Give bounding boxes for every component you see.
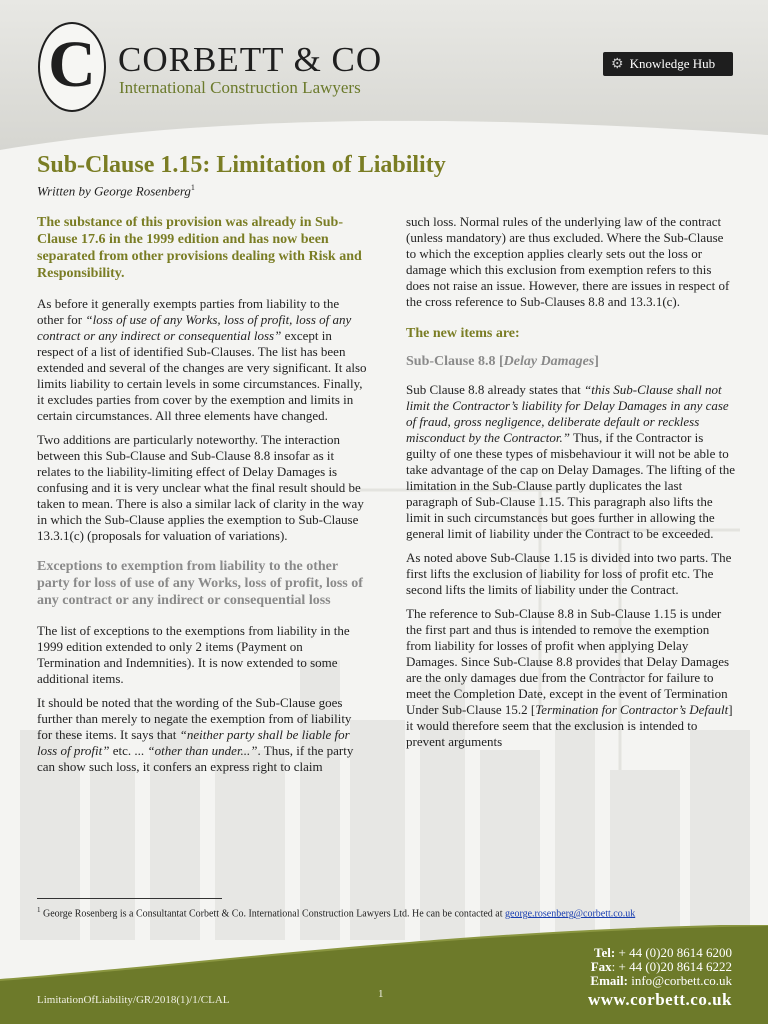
knowledge-hub-label: Knowledge Hub	[629, 56, 716, 71]
section-heading-new-items: The new items are:	[406, 326, 520, 341]
paragraph: Sub Clause 8.8 already states that “this Sub-Clause shall not limit the Contractor’s liability for Delay Damages in any case of fraud, gross negligence, deliberate default or reckless misconduct by the Contractor.” Thus, if the Contractor is guilty of one these types of misbehaviour it will not be able to take advantage of the cap on Delay Damages. The lifting of the limitation in the Sub-Clause partly duplicates the last paragraph of Sub-Clause 1.15. This paragraph also lifts the limit in such circumstances but goes further in allowing the general limit of liability under the Contract to be exceeded.	[406, 382, 735, 541]
paragraph: As noted above Sub-Clause 1.15 is divided into two parts. The first lifts the exclusion of liability for loss of profit etc. The second lifts the limits of liability under the Contract.	[406, 550, 732, 597]
footnote-text: George Rosenberg is a Consultantat Corbett & Co. International Construction Lawyers Ltd. He can be contacted at	[40, 908, 506, 920]
footnote	[37, 906, 737, 919]
fax-number: : + 44 (0)20 8614 6222	[611, 959, 732, 974]
footnote-divider	[37, 898, 222, 899]
gear-icon: ⚙	[611, 56, 624, 72]
email-label: Email:	[590, 973, 628, 988]
footnote-email-link[interactable]: george.rosenberg@corbett.co.uk	[505, 908, 636, 920]
lead-paragraph: The substance of this provision was already in Sub-Clause 17.6 in the 1999 edition and has now been separated from other provisions dealing with Risk and Responsibility.	[37, 215, 362, 281]
knowledge-hub-badge[interactable]	[603, 52, 733, 76]
page-number: 1	[378, 988, 384, 1000]
footnote-ref[interactable]: 1	[190, 183, 195, 192]
tel-number[interactable]: + 44 (0)20 8614 6200	[615, 945, 732, 960]
paragraph: The reference to Sub-Clause 8.8 in Sub-Clause 1.15 is under the first part and thus is intended to remove the exemption from liability for losses of profit when applying Delay Damages. Since Sub-Clause 8.8 provides that Delay Damages are the only damages due from the Contractor for failure to meet the Completion Date, except in the event of Termination Under Sub-Clause 15.2 [Termination for Contractor’s Default] it would therefore seem that the exclusion is intended to prevent arguments	[406, 606, 733, 749]
article-title: Sub-Clause 1.15: Limitation of Liability	[37, 152, 446, 178]
logo-letter: C	[48, 28, 96, 101]
website-link[interactable]: www.corbett.co.uk	[587, 990, 732, 1009]
paragraph: It should be noted that the wording of the Sub-Clause goes further than merely to negate the exemption from of liability for these items. It says that “neither party shall be liable for loss of profit” etc. ... “other than under...”. Thus, if the party can show such loss, it confers an express right to claim	[37, 695, 354, 774]
paragraph: As before it generally exempts parties from liability to the other for “loss of use of any Works, loss of profit, loss of any contract or any indirect or consequential loss” except in respect of a list of identified Sub-Clauses. The list has been extended and several of the changes are very significant. It also limits liability to certain levels in some circumstances. Finally, it excludes parties from cover by the exemption and limits in certain circumstances. All three elements have changed.	[37, 296, 367, 423]
company-logo[interactable]	[38, 22, 106, 112]
brand-subtitle: International Construction Lawyers	[119, 78, 361, 97]
section-heading-clause: Sub-Clause 8.8 [Delay Damages]	[406, 354, 599, 369]
section-heading: Exceptions to exemption from liability to the other party for loss of use of any Works, loss of profit, loss of any contract or any indirect or consequential loss	[37, 559, 363, 608]
footer-contact	[590, 946, 732, 988]
contact-email-link[interactable]: info@corbett.co.uk	[627, 973, 732, 988]
paragraph: Two additions are particularly noteworthy. The interaction between this Sub-Clause and Sub-Clause 8.8 insofar as it relates to the liability-limiting effect of Delay Damages is confusing and it is very unclear what the final result should be taken to mean. There is also a similar lack of clarity in the way in which the Sub-Clause applies the exemption to Sub-Clause 13.3.1(c) (proposals for valuation of variations).	[37, 432, 364, 543]
fax-label: Fax	[590, 959, 612, 974]
article-byline	[37, 183, 195, 199]
brand-name: CORBETT & CO	[118, 40, 383, 79]
paragraph: The list of exceptions to the exemptions from liability in the 1999 edition extended to only 2 items (Payment on Termination and Indemnities). It is now extended to some additional items.	[37, 623, 350, 686]
tel-label: Tel:	[594, 945, 616, 960]
byline-text: Written by George Rosenberg	[37, 183, 191, 199]
header-wave	[0, 0, 768, 170]
paragraph: such loss. Normal rules of the underlying law of the contract (unless mandatory) are thus excluded. Where the Sub-Clause to which the exception applies clearly sets out the loss or damage which this exclusion from exemption refers to this does not raise an issue. However, there are issues in respect of the cross reference to Sub-Clauses 8.8 and 13.3.1(c).	[406, 214, 730, 309]
right-column	[406, 214, 736, 758]
document-reference: LimitationOfLiability/GR/2018(1)/1/CLAL	[37, 994, 230, 1006]
left-column	[37, 214, 367, 783]
footnote-mark: 1	[37, 906, 41, 914]
